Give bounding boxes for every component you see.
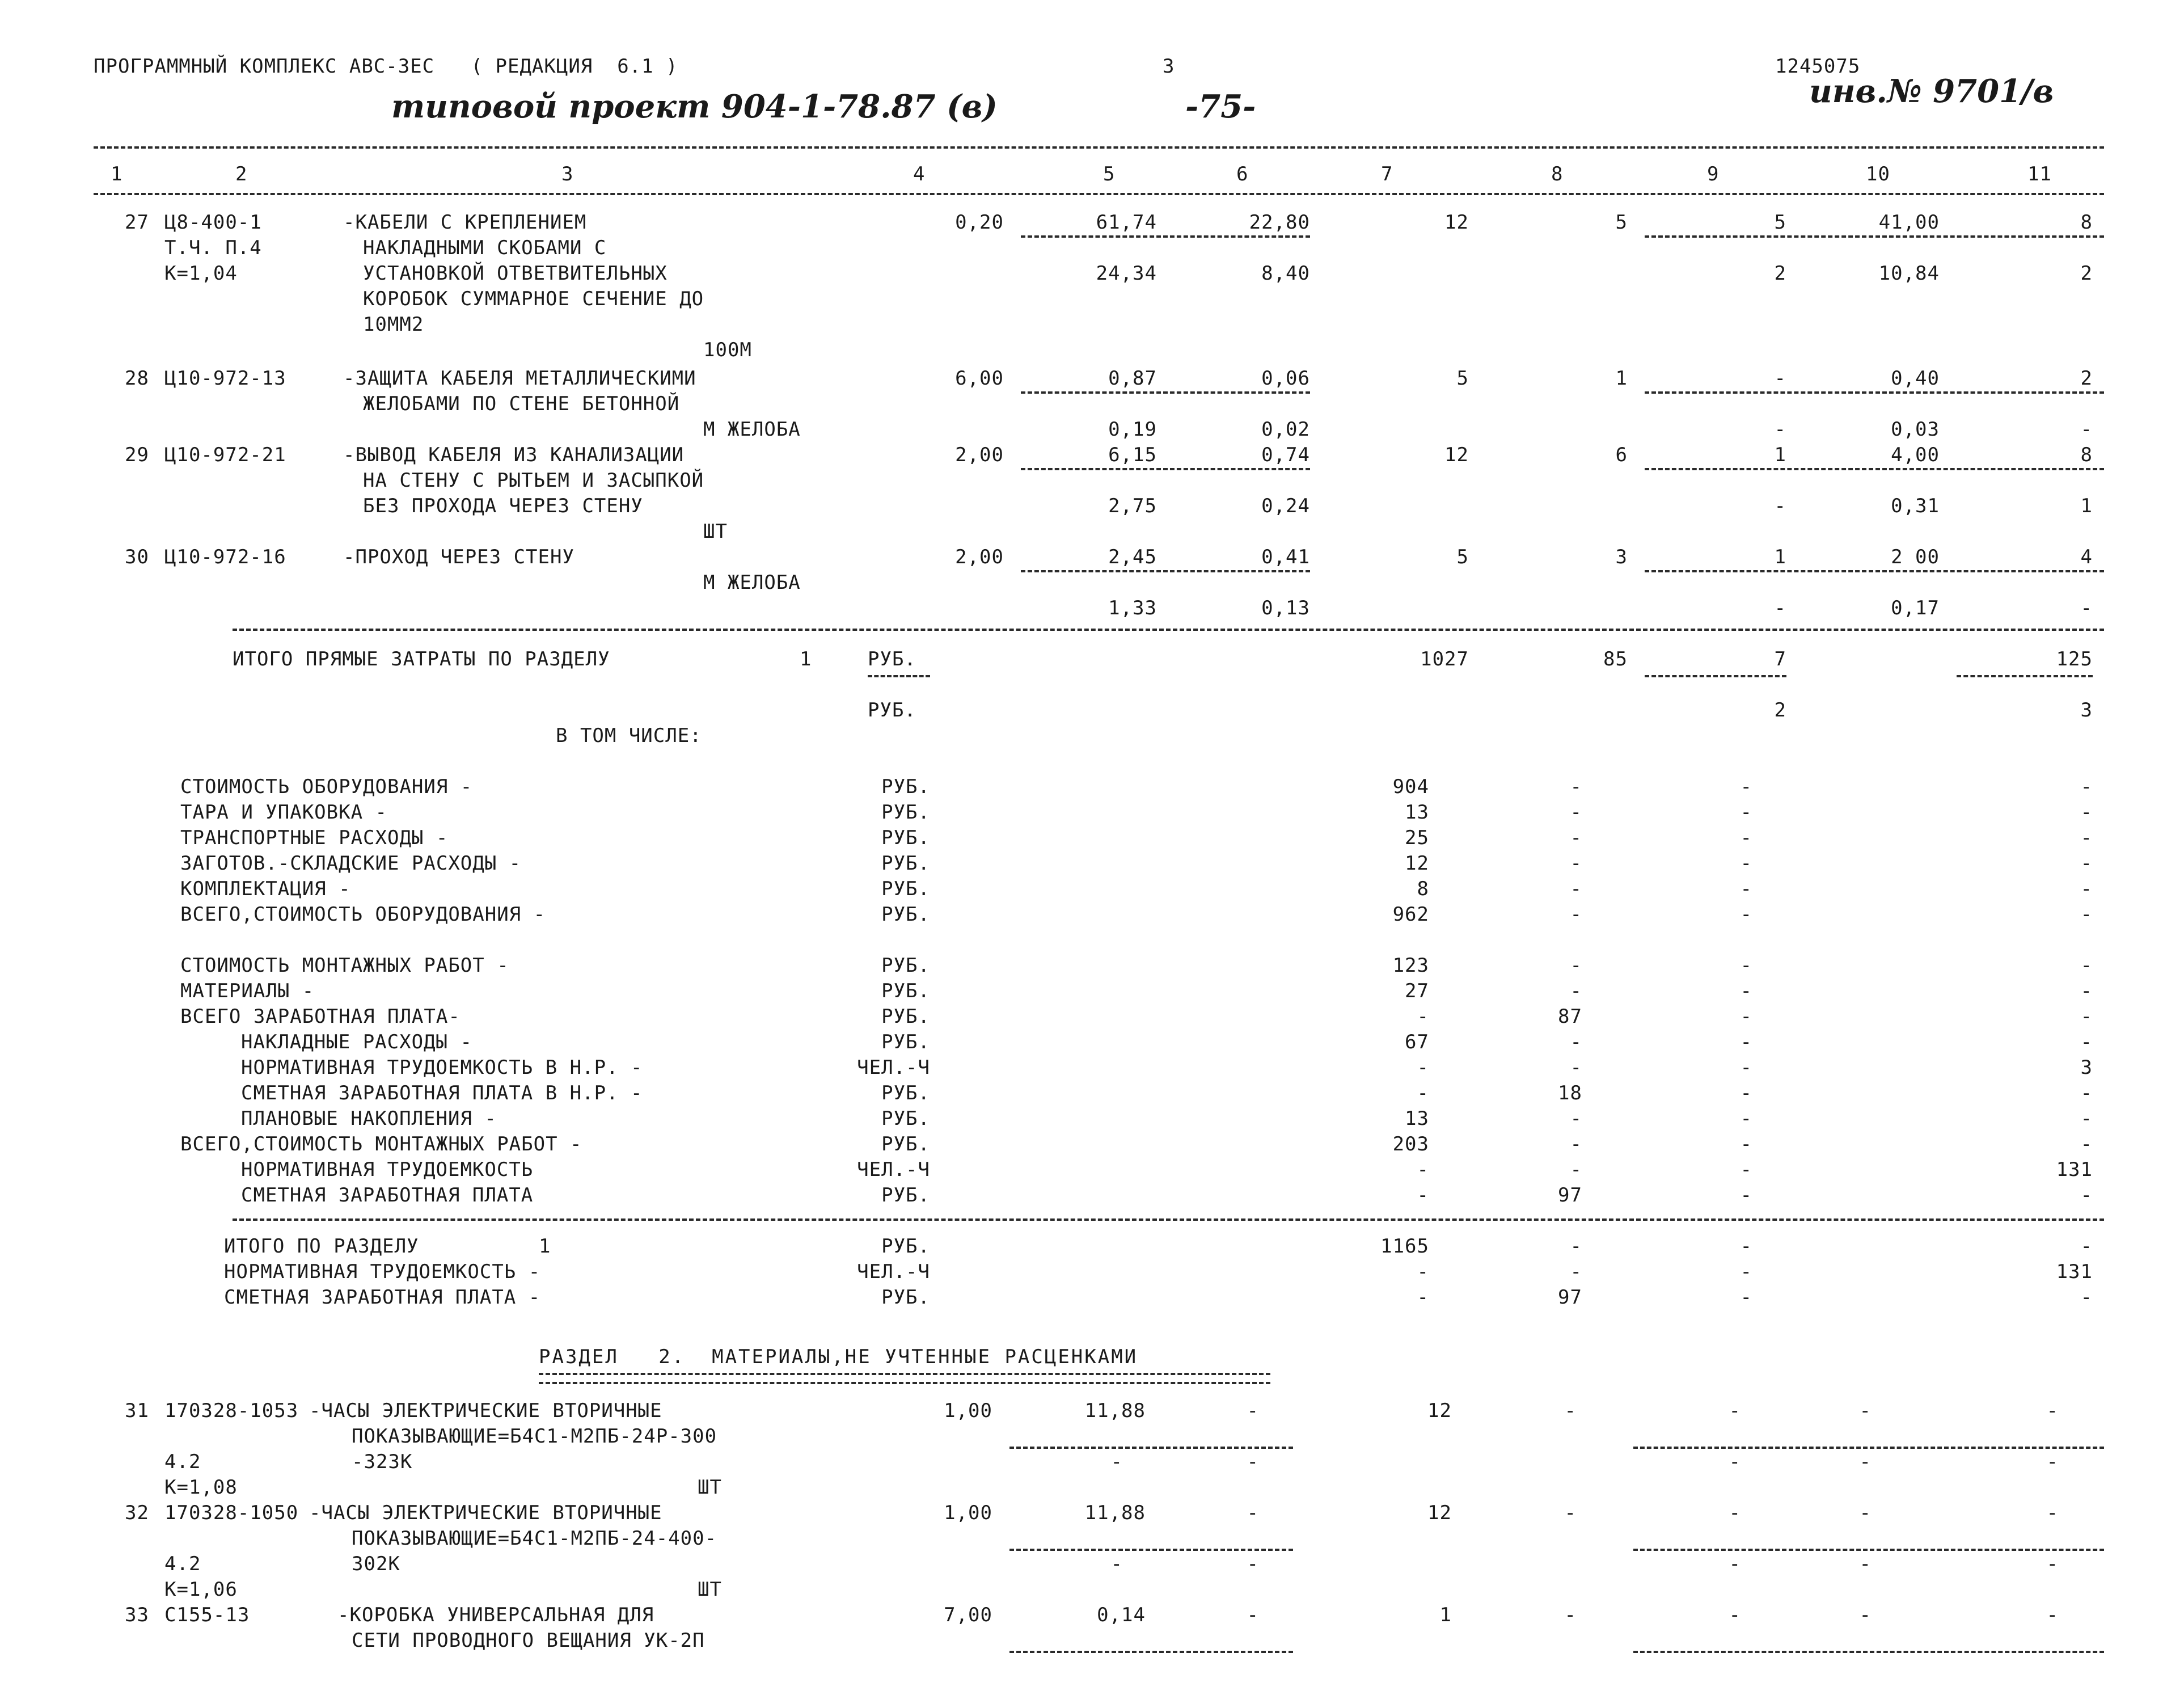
unit-cost-sub: 24,34	[1096, 262, 1157, 285]
sub-rule	[1021, 570, 1310, 572]
handwritten-inventory: инв.№ 9701/в	[1809, 73, 2054, 110]
work-description: -ВЫВОД КАБЕЛЯ ИЗ КАНАЛИЗАЦИИ	[343, 444, 685, 466]
material-note: 4.2	[164, 1553, 201, 1575]
summary-label: НАКЛАДНЫЕ РАСХОДЫ -	[241, 1031, 472, 1053]
unit-wage: 22,80	[1249, 211, 1310, 234]
material-code: С155-13	[164, 1604, 250, 1626]
row-number: 31	[125, 1399, 149, 1422]
summary-wage: -	[1570, 1133, 1582, 1156]
summary-labor: -	[2080, 1082, 2093, 1104]
summary-unit: ЧЕЛ.-Ч	[857, 1158, 930, 1181]
summary-label: СТОИМОСТЬ МОНТАЖНЫХ РАБОТ -	[180, 954, 509, 977]
summary-labor: -	[2080, 1133, 2093, 1156]
material-coefficient: К=1,08	[164, 1476, 238, 1499]
summary-labor: 3	[2080, 1056, 2093, 1079]
summary-total-cost: 203	[1392, 1133, 1429, 1156]
material-description: -ЧАСЫ ЭЛЕКТРИЧЕСКИЕ ВТОРИЧНЫЕ	[309, 1502, 662, 1524]
unit-wage: 0,74	[1261, 444, 1310, 466]
unit-cost: 61,74	[1096, 211, 1157, 234]
sub-rule	[1009, 1549, 1293, 1551]
summary-unit: РУБ.	[881, 954, 930, 977]
summary-labor: -	[2080, 1235, 2093, 1258]
labor-total: -	[2046, 1399, 2059, 1422]
summary-labor: -	[2080, 903, 2093, 926]
summary-wage: -	[1570, 980, 1582, 1002]
unit-wage: -	[1247, 1502, 1259, 1524]
summary-total-cost: 962	[1392, 903, 1429, 926]
total-wage: 6	[1615, 444, 1628, 466]
summary-total-cost: -	[1417, 1260, 1429, 1283]
summary-unit: РУБ.	[881, 1082, 930, 1104]
handwritten-page: -75-	[1185, 88, 1256, 125]
col-6: 6	[1236, 163, 1249, 185]
handwritten-project: типовой проект 904-1-78.87 (в)	[391, 88, 998, 125]
material-note: 4.2	[164, 1451, 201, 1473]
labor-total: -	[2046, 1502, 2059, 1524]
summary-total-cost: -	[1417, 1056, 1429, 1079]
labor-total-sub: -	[2080, 418, 2093, 441]
rule-summary-end	[233, 1218, 2104, 1221]
summary-machine: -	[1740, 903, 1752, 926]
total-cost: 12	[1444, 211, 1469, 234]
summary-unit: РУБ.	[881, 1107, 930, 1130]
total-cost: 1	[1439, 1604, 1452, 1626]
summary-total-cost: 1165	[1380, 1235, 1429, 1258]
summary-unit: РУБ.	[881, 801, 930, 824]
summary-unit: РУБ.	[881, 903, 930, 926]
sheet-number: 3	[1163, 55, 1175, 78]
machine-cost-sub: -	[1774, 495, 1786, 517]
summary-wage: -	[1570, 801, 1582, 824]
col-4: 4	[913, 163, 926, 185]
summary-labor: -	[2080, 1184, 2093, 1207]
summary-labor: -	[2080, 1005, 2093, 1028]
unit-cost-sub: 2,75	[1108, 495, 1157, 517]
machine-cost-sub: 2	[1774, 262, 1786, 285]
material-description: -КОРОБКА УНИВЕРСАЛЬНАЯ ДЛЯ	[337, 1604, 654, 1626]
summary-label: КОМПЛЕКТАЦИЯ -	[180, 878, 351, 900]
summary-unit: РУБ.	[881, 852, 930, 875]
summary-label: НОРМАТИВНАЯ ТРУДОЕМКОСТЬ	[241, 1158, 534, 1181]
total-cost: 12	[1427, 1502, 1452, 1524]
sub-rule	[1009, 1651, 1293, 1653]
summary-label: НОРМАТИВНАЯ ТРУДОЕМКОСТЬ -	[224, 1260, 541, 1283]
direct-costs-label: ИТОГО ПРЯМЫЕ ЗАТРАТЫ ПО РАЗДЕЛУ	[233, 648, 610, 671]
work-description: УСТАНОВКОЙ ОТВЕТВИТЕЛЬНЫХ	[363, 262, 668, 285]
summary-label: ТРАНСПОРТНЫЕ РАСХОДЫ -	[180, 827, 449, 849]
direct-costs-wage: 85	[1603, 648, 1628, 671]
sub-rule	[1021, 235, 1310, 238]
material-description: -323К	[352, 1451, 413, 1473]
machine-cost: -	[1729, 1399, 1741, 1422]
summary-labor: -	[2080, 827, 2093, 849]
summary-label: ВСЕГО,СТОИМОСТЬ МОНТАЖНЫХ РАБОТ -	[180, 1133, 582, 1156]
summary-unit: РУБ.	[881, 980, 930, 1002]
summary-wage: 18	[1558, 1082, 1582, 1104]
unit-cost: 6,15	[1108, 444, 1157, 466]
rate-code: Ц8-400-1	[164, 211, 262, 234]
direct-costs-labor: 125	[2056, 648, 2093, 671]
work-description: КОРОБОК СУММАРНОЕ СЕЧЕНИЕ ДО	[363, 288, 704, 310]
direct-costs-unit: РУБ.	[868, 648, 916, 671]
sub-rule	[1645, 570, 2104, 572]
summary-section: 1	[539, 1235, 551, 1258]
labor-hours-sub: 0,03	[1891, 418, 1940, 441]
labor-hours-sub: 10,84	[1878, 262, 1940, 285]
work-description: 10ММ2	[363, 313, 424, 336]
summary-total-cost: 123	[1392, 954, 1429, 977]
unit-of-measure: 100М	[703, 339, 752, 361]
work-description: БЕЗ ПРОХОДА ЧЕРЕЗ СТЕНУ	[363, 495, 643, 517]
including-label: В ТОМ ЧИСЛЕ:	[556, 724, 702, 747]
summary-unit: РУБ.	[881, 1286, 930, 1309]
rate-code: Ц10-972-21	[164, 444, 286, 466]
col-8: 8	[1551, 163, 1564, 185]
total-wage: -	[1564, 1399, 1577, 1422]
work-description: -ПРОХОД ЧЕРЕЗ СТЕНУ	[343, 546, 574, 568]
material-description: ПОКАЗЫВАЮЩИЕ=Б4С1-М2ПБ-24Р-300	[352, 1425, 717, 1448]
summary-labor: -	[2080, 980, 2093, 1002]
summary-labor: 131	[2056, 1158, 2093, 1181]
labor-hours-sub: -	[1859, 1451, 1872, 1473]
labor-hours: -	[1859, 1604, 1872, 1626]
direct-costs-total-cost: 1027	[1420, 648, 1469, 671]
rate-code: Ц10-972-16	[164, 546, 286, 568]
sub-rule	[1021, 468, 1310, 470]
summary-wage: -	[1570, 852, 1582, 875]
work-description: -КАБЕЛИ С КРЕПЛЕНИЕМ	[343, 211, 587, 234]
quantity: 1,00	[944, 1502, 992, 1524]
col-10: 10	[1866, 163, 1890, 185]
row-number: 28	[125, 367, 149, 390]
col-1: 1	[111, 163, 123, 185]
summary-unit: РУБ.	[881, 827, 930, 849]
quantity: 6,00	[955, 367, 1004, 390]
sub-rule	[1009, 1447, 1293, 1449]
work-description: НА СТЕНУ С РЫТЬЕМ И ЗАСЫПКОЙ	[363, 469, 704, 492]
summary-label: СМЕТНАЯ ЗАРАБОТНАЯ ПЛАТА	[241, 1184, 534, 1207]
labor-hours: -	[1859, 1502, 1872, 1524]
summary-wage: 87	[1558, 1005, 1582, 1028]
rate-note: Т.Ч. П.4	[164, 237, 262, 259]
labor-total-sub: -	[2046, 1451, 2059, 1473]
sub-rule	[1645, 391, 2104, 394]
material-coefficient: К=1,06	[164, 1578, 238, 1601]
summary-unit: РУБ.	[881, 1031, 930, 1053]
machine-cost-sub: -	[1729, 1553, 1741, 1575]
summary-unit: РУБ.	[881, 1184, 930, 1207]
total-wage: -	[1564, 1502, 1577, 1524]
summary-total-cost: 8	[1417, 878, 1429, 900]
unit-wage-sub: 0,13	[1261, 597, 1310, 619]
summary-machine: -	[1740, 1056, 1752, 1079]
machine-cost: -	[1729, 1604, 1741, 1626]
summary-wage: -	[1570, 1158, 1582, 1181]
unit-of-measure: ШТ	[698, 1476, 722, 1499]
section-2-underline	[539, 1373, 1270, 1384]
summary-machine: -	[1740, 1184, 1752, 1207]
rule-header	[94, 193, 2104, 195]
summary-label: СМЕТНАЯ ЗАРАБОТНАЯ ПЛАТА В Н.Р. -	[241, 1082, 643, 1104]
summary-wage: -	[1570, 903, 1582, 926]
summary-labor: -	[2080, 1107, 2093, 1130]
labor-total-sub: 1	[2080, 495, 2093, 517]
summary-machine: -	[1740, 1005, 1752, 1028]
col-3: 3	[561, 163, 574, 185]
labor-hours: 2 00	[1891, 546, 1940, 568]
material-description: -ЧАСЫ ЭЛЕКТРИЧЕСКИЕ ВТОРИЧНЫЕ	[309, 1399, 662, 1422]
summary-labor: -	[2080, 852, 2093, 875]
labor-total-sub: 2	[2080, 262, 2093, 285]
summary-labor: -	[2080, 954, 2093, 977]
col-9: 9	[1707, 163, 1720, 185]
total-cost: 5	[1456, 546, 1469, 568]
sub-rule	[1021, 391, 1310, 394]
summary-unit: РУБ.	[881, 1133, 930, 1156]
total-wage: 5	[1615, 211, 1628, 234]
row-number: 30	[125, 546, 149, 568]
col-11: 11	[2027, 163, 2052, 185]
quantity: 1,00	[944, 1399, 992, 1422]
sub-rule	[1645, 235, 2104, 238]
sub-rule	[1645, 468, 2104, 470]
work-description: НАКЛАДНЫМИ СКОБАМИ С	[363, 237, 607, 259]
labor-hours-sub: 0,31	[1891, 495, 1940, 517]
summary-labor: -	[2080, 775, 2093, 798]
col-7: 7	[1381, 163, 1393, 185]
summary-wage: 97	[1558, 1286, 1582, 1309]
summary-machine: -	[1740, 1158, 1752, 1181]
summary-total-cost: 904	[1392, 775, 1429, 798]
summary-machine: -	[1740, 1260, 1752, 1283]
rule-top	[94, 146, 2104, 149]
direct-costs-machine-sub: 2	[1774, 699, 1786, 722]
direct-costs-machine: 7	[1774, 648, 1786, 671]
material-description: 302К	[352, 1553, 400, 1575]
unit-of-measure: ШТ	[698, 1578, 722, 1601]
machine-cost: 5	[1774, 211, 1786, 234]
summary-label: ВСЕГО ЗАРАБОТНАЯ ПЛАТА-	[180, 1005, 461, 1028]
quantity: 2,00	[955, 444, 1004, 466]
summary-machine: -	[1740, 954, 1752, 977]
labor-hours-sub: 0,17	[1891, 597, 1940, 619]
material-description: СЕТИ ПРОВОДНОГО ВЕЩАНИЯ УК-2П	[352, 1629, 705, 1652]
row-number: 32	[125, 1502, 149, 1524]
summary-total-cost: -	[1417, 1158, 1429, 1181]
summary-labor: 131	[2056, 1260, 2093, 1283]
unit-cost-sub: 1,33	[1108, 597, 1157, 619]
summary-total-cost: 12	[1405, 852, 1429, 875]
row-number: 27	[125, 211, 149, 234]
labor-hours: 0,40	[1891, 367, 1940, 390]
summary-wage: -	[1570, 1031, 1582, 1053]
summary-wage: 97	[1558, 1184, 1582, 1207]
material-code: 170328-1050	[164, 1502, 299, 1524]
total-wage: 1	[1615, 367, 1628, 390]
summary-wage: -	[1570, 1107, 1582, 1130]
summary-unit: ЧЕЛ.-Ч	[857, 1260, 930, 1283]
summary-total-cost: 27	[1405, 980, 1429, 1002]
work-description: -ЗАЩИТА КАБЕЛЯ МЕТАЛЛИЧЕСКИМИ	[343, 367, 696, 390]
machine-cost: -	[1774, 367, 1786, 390]
total-wage: 3	[1615, 546, 1628, 568]
unit-cost-sub: -	[1110, 1451, 1123, 1473]
direct-costs-labor-sub: 3	[2080, 699, 2093, 722]
labor-total: -	[2046, 1604, 2059, 1626]
unit-wage-sub: -	[1247, 1451, 1259, 1473]
unit-cost: 11,88	[1084, 1399, 1146, 1422]
summary-total-cost: -	[1417, 1005, 1429, 1028]
labor-total-sub: -	[2046, 1553, 2059, 1575]
rate-code: Ц10-972-13	[164, 367, 286, 390]
sub-rule	[1633, 1447, 2104, 1449]
material-description: ПОКАЗЫВАЮЩИЕ=Б4С1-М2ПБ-24-400-	[352, 1527, 717, 1550]
unit-wage-sub: 0,02	[1261, 418, 1310, 441]
summary-label: НОРМАТИВНАЯ ТРУДОЕМКОСТЬ В Н.Р. -	[241, 1056, 643, 1079]
unit-wage: 0,06	[1261, 367, 1310, 390]
summary-machine: -	[1740, 1107, 1752, 1130]
summary-label: ПЛАНОВЫЕ НАКОПЛЕНИЯ -	[241, 1107, 497, 1130]
summary-unit: РУБ.	[881, 1235, 930, 1258]
unit-of-measure: М ЖЕЛОБА	[703, 418, 801, 441]
summary-machine: -	[1740, 1133, 1752, 1156]
summary-label: МАТЕРИАЛЫ -	[180, 980, 315, 1002]
sub-rule	[1633, 1549, 2104, 1551]
labor-total-sub: -	[2080, 597, 2093, 619]
total-cost: 12	[1427, 1399, 1452, 1422]
unit-cost: 2,45	[1108, 546, 1157, 568]
summary-unit: РУБ.	[881, 1005, 930, 1028]
summary-label: ВСЕГО,СТОИМОСТЬ ОБОРУДОВАНИЯ -	[180, 903, 546, 926]
labor-hours: -	[1859, 1399, 1872, 1422]
summary-total-cost: 13	[1405, 1107, 1429, 1130]
summary-unit: РУБ.	[881, 775, 930, 798]
row-number: 33	[125, 1604, 149, 1626]
summary-unit: ЧЕЛ.-Ч	[857, 1056, 930, 1079]
col-5: 5	[1103, 163, 1116, 185]
summary-machine: -	[1740, 827, 1752, 849]
total-cost: 12	[1444, 444, 1469, 466]
unit-wage: 0,41	[1261, 546, 1310, 568]
summary-total-cost: 67	[1405, 1031, 1429, 1053]
summary-labor: -	[2080, 801, 2093, 824]
unit-cost: 11,88	[1084, 1502, 1146, 1524]
summary-label: ЗАГОТОВ.-СКЛАДСКИЕ РАСХОДЫ -	[180, 852, 522, 875]
total-cost: 5	[1456, 367, 1469, 390]
summary-unit: РУБ.	[881, 878, 930, 900]
rate-coefficient: К=1,04	[164, 262, 238, 285]
total-wage: -	[1564, 1604, 1577, 1626]
quantity: 0,20	[955, 211, 1004, 234]
summary-wage: -	[1570, 775, 1582, 798]
program-header: ПРОГРАММНЫЙ КОМПЛЕКС АВС-ЗЕС ( РЕДАКЦИЯ 6.1 )	[94, 55, 678, 78]
summary-wage: -	[1570, 1260, 1582, 1283]
summary-wage: -	[1570, 827, 1582, 849]
summary-machine: -	[1740, 852, 1752, 875]
summary-total-cost: 25	[1405, 827, 1429, 849]
machine-cost-sub: -	[1729, 1451, 1741, 1473]
sub-rule	[1633, 1651, 2104, 1653]
summary-machine: -	[1740, 1031, 1752, 1053]
sub-rule	[1957, 675, 2093, 677]
col-2: 2	[235, 163, 248, 185]
unit-wage: -	[1247, 1604, 1259, 1626]
labor-hours: 41,00	[1878, 211, 1940, 234]
summary-machine: -	[1740, 878, 1752, 900]
labor-hours-sub: -	[1859, 1553, 1872, 1575]
summary-label: СМЕТНАЯ ЗАРАБОТНАЯ ПЛАТА -	[224, 1286, 541, 1309]
summary-total-cost: -	[1417, 1286, 1429, 1309]
direct-costs-section: 1	[800, 648, 812, 671]
unit-cost: 0,14	[1097, 1604, 1146, 1626]
unit-cost: 0,87	[1108, 367, 1157, 390]
unit-wage-sub: -	[1247, 1553, 1259, 1575]
unit-of-measure: М ЖЕЛОБА	[703, 571, 801, 594]
summary-machine: -	[1740, 1082, 1752, 1104]
summary-total-cost: -	[1417, 1082, 1429, 1104]
unit-cost-sub: -	[1110, 1553, 1123, 1575]
summary-label: ИТОГО ПО РАЗДЕЛУ	[224, 1235, 419, 1258]
section-2-title: РАЗДЕЛ 2. МАТЕРИАЛЫ,НЕ УЧТЕННЫЕ РАСЦЕНКАМИ	[539, 1346, 1138, 1368]
summary-machine: -	[1740, 775, 1752, 798]
unit-wage-sub: 0,24	[1261, 495, 1310, 517]
labor-total: 2	[2080, 367, 2093, 390]
summary-machine: -	[1740, 1286, 1752, 1309]
labor-hours: 4,00	[1891, 444, 1940, 466]
sub-rule	[1645, 675, 1786, 677]
rule-section-end	[233, 629, 2104, 631]
unit-cost-sub: 0,19	[1108, 418, 1157, 441]
sub-rule	[868, 675, 930, 677]
machine-cost: 1	[1774, 444, 1786, 466]
labor-total: 8	[2080, 444, 2093, 466]
unit-of-measure: ШТ	[703, 520, 728, 543]
summary-total-cost: 13	[1405, 801, 1429, 824]
work-description: ЖЕЛОБАМИ ПО СТЕНЕ БЕТОННОЙ	[363, 393, 680, 415]
quantity: 7,00	[944, 1604, 992, 1626]
summary-wage: -	[1570, 878, 1582, 900]
unit-wage: -	[1247, 1399, 1259, 1422]
labor-total: 4	[2080, 546, 2093, 568]
labor-total: 8	[2080, 211, 2093, 234]
summary-labor: -	[2080, 1286, 2093, 1309]
summary-wage: -	[1570, 1235, 1582, 1258]
quantity: 2,00	[955, 546, 1004, 568]
machine-cost: -	[1729, 1502, 1741, 1524]
machine-cost: 1	[1774, 546, 1786, 568]
summary-machine: -	[1740, 1235, 1752, 1258]
document-number: 1245075	[1775, 55, 1861, 78]
summary-machine: -	[1740, 801, 1752, 824]
machine-cost-sub: -	[1774, 418, 1786, 441]
material-code: 170328-1053	[164, 1399, 299, 1422]
summary-machine: -	[1740, 980, 1752, 1002]
summary-total-cost: -	[1417, 1184, 1429, 1207]
summary-label: ТАРА И УПАКОВКА -	[180, 801, 387, 824]
summary-wage: -	[1570, 1056, 1582, 1079]
summary-labor: -	[2080, 878, 2093, 900]
row-number: 29	[125, 444, 149, 466]
unit-wage-sub: 8,40	[1261, 262, 1310, 285]
machine-cost-sub: -	[1774, 597, 1786, 619]
summary-wage: -	[1570, 954, 1582, 977]
summary-label: СТОИМОСТЬ ОБОРУДОВАНИЯ -	[180, 775, 473, 798]
direct-costs-unit-2: РУБ.	[868, 699, 916, 722]
summary-labor: -	[2080, 1031, 2093, 1053]
